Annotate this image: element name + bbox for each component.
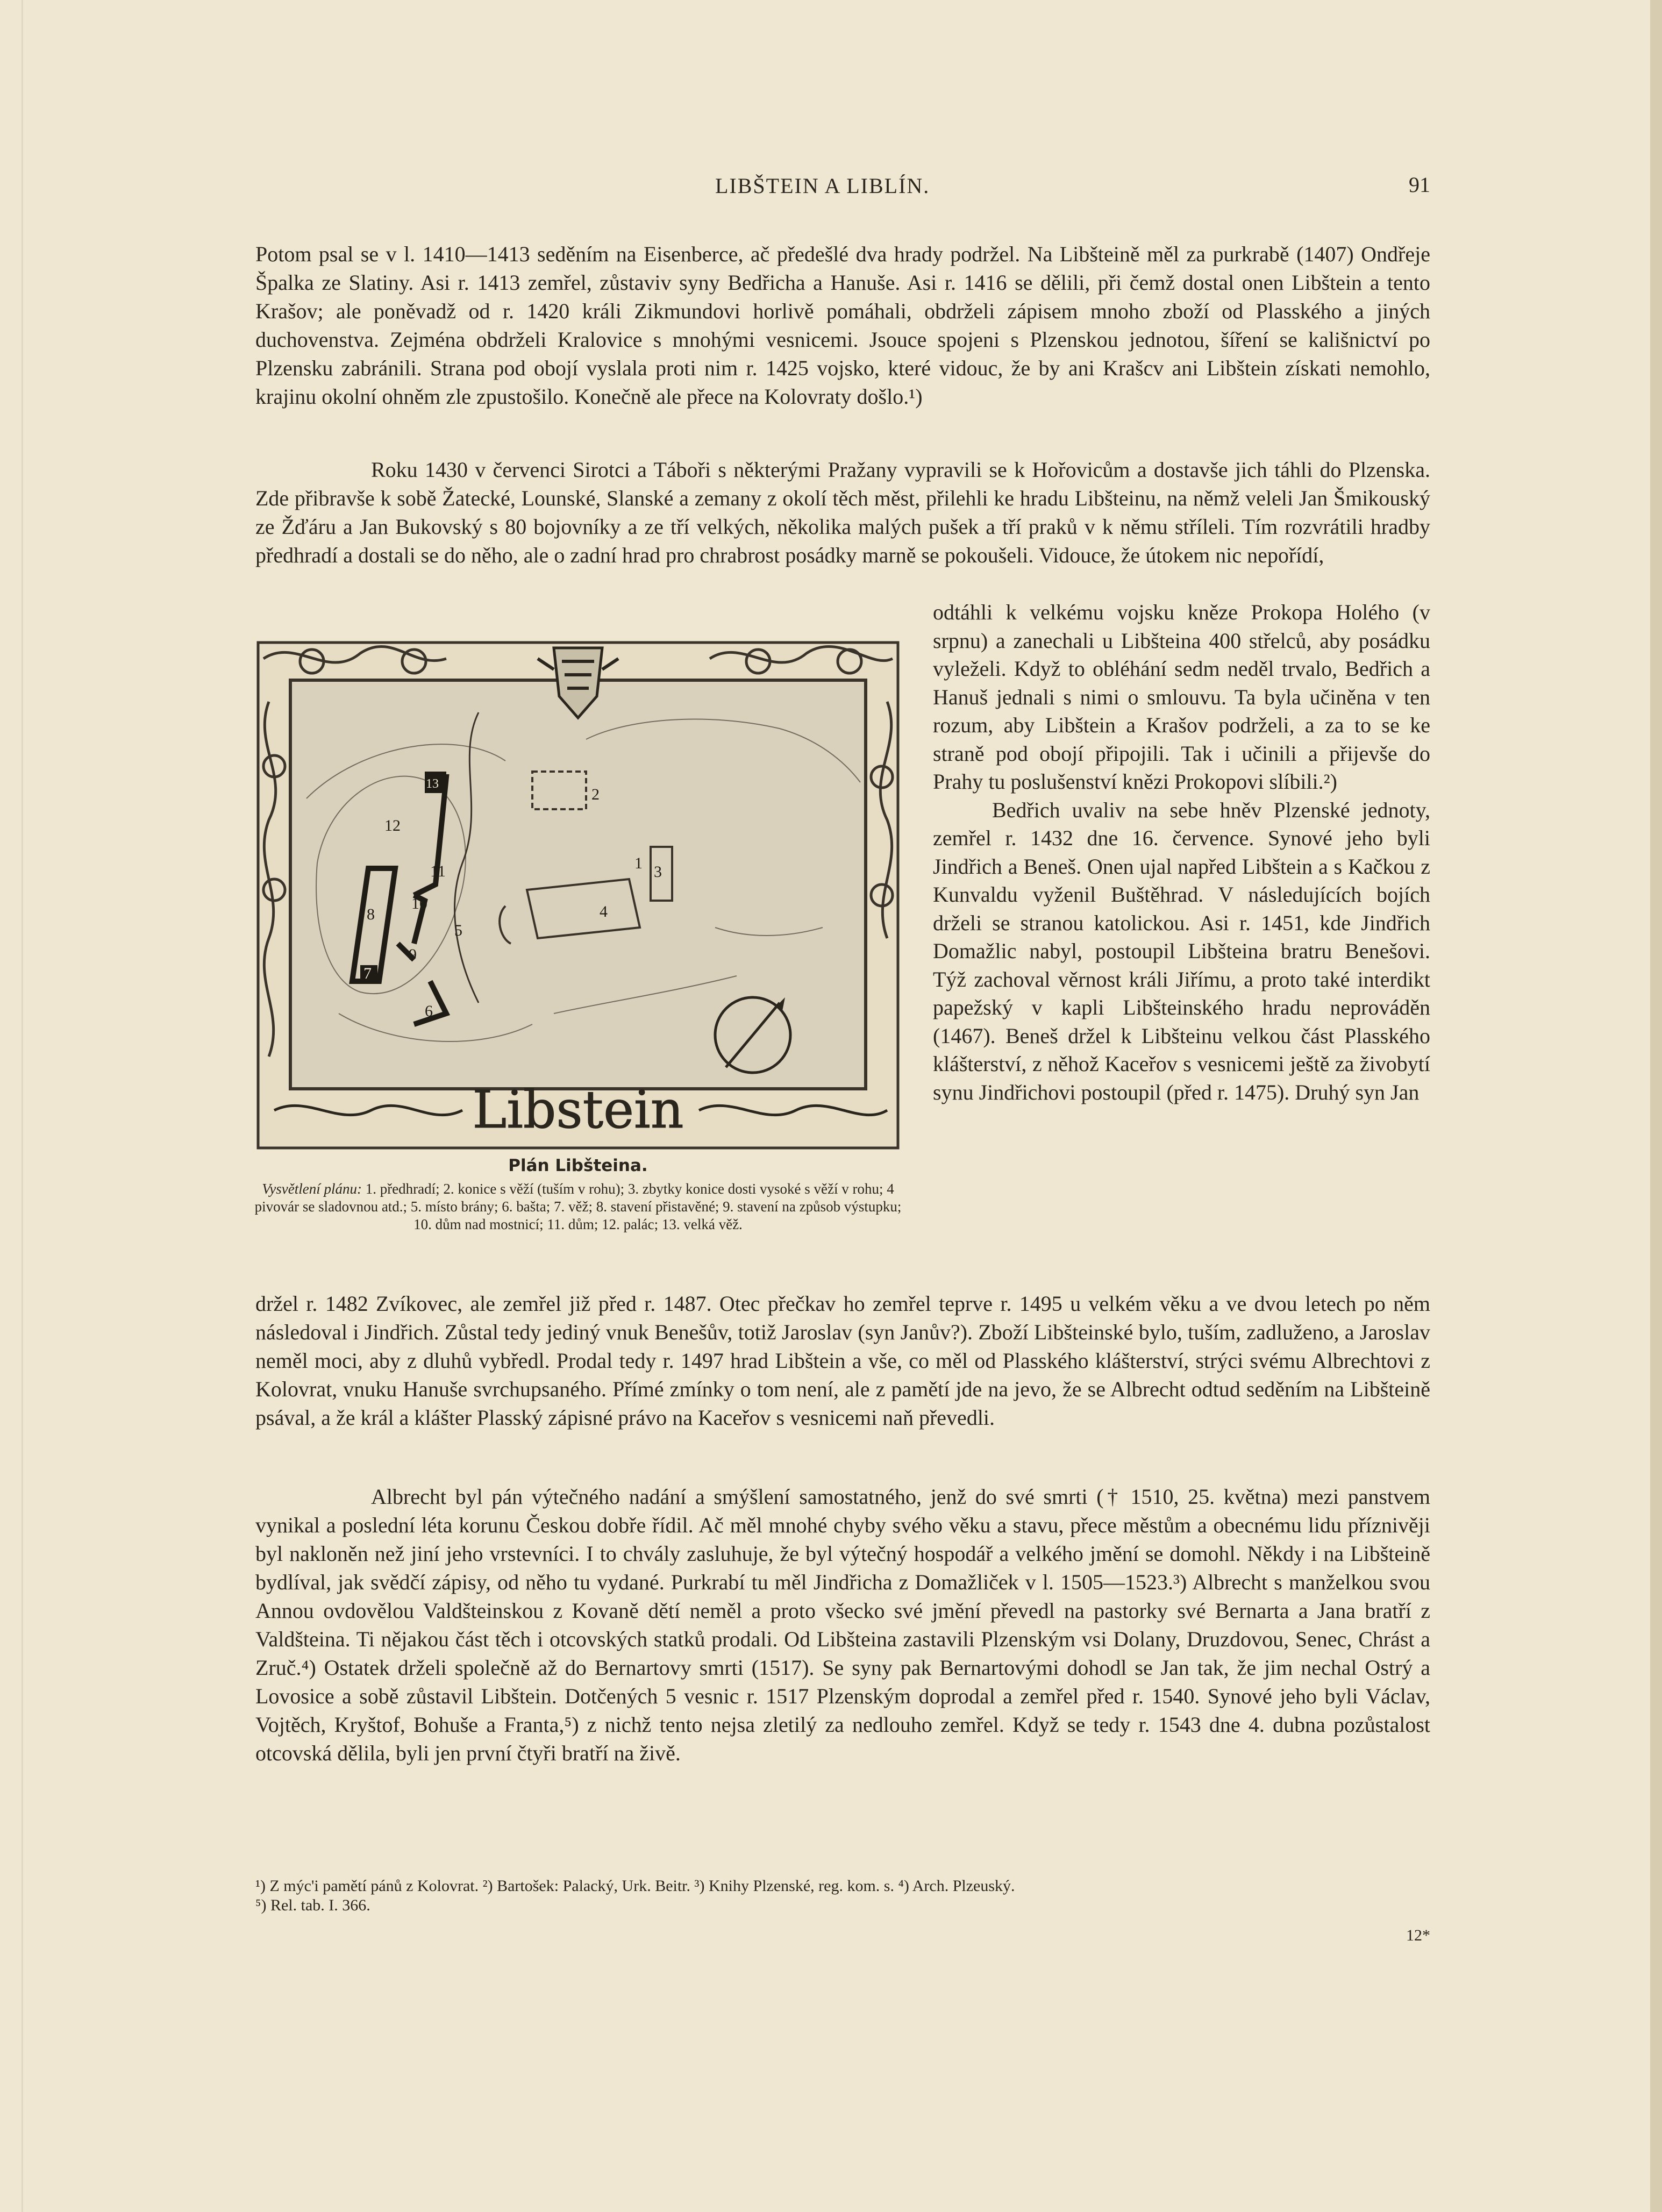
castle-plan-figure — [253, 637, 903, 1175]
figure-legend-lead: Vysvětlení plánu: — [262, 1181, 362, 1197]
footnotes — [255, 1876, 1430, 1915]
castle-plan-illustration — [253, 637, 903, 1153]
page-fold — [22, 0, 23, 2212]
plan-label-4: 4 — [600, 903, 608, 921]
plan-label-9: 9 — [409, 946, 417, 964]
signature-mark: 12* — [1406, 1926, 1430, 1944]
paragraph-2: Roku 1430 v červenci Sirotci a Táboři s některými Pražany vypravili se k Hořovicům a dostavše jich táhli do Plzenska. Zde přibravše k sobě Žatecké, Lounské, Slanské a zemany z okolí těch měst, přilehli ke hradu Libšteinu, na němž veleli Jan Šmikouský ze Žďáru a Jan Bukovský s 80 bojovníky a ze tří velkých, několika malých pušek a tří praků v k němu stříleli. Tím rozvrátili hradby předhradí a dostali se do něho, ale o zadní hrad pro chrabrost posádky marně se pokoušeli. Vidouce, že útokem nic nepořídí, — [255, 458, 1430, 567]
paragraph-1: Potom psal se v l. 1410—1413 seděním na Eisenberce, ač předešlé dva hrady podržel. Na Libšteině měl za purkrabě (1407) Ondřeje Špalka ze Slatiny. Asi r. 1413 zemřel, zůstaviv syny Bedřicha a Hanuše. Asi r. 1416 se dělili, při čemž dostal onen Libštein a tento Krašov; ale poněvadž od r. 1420 králi Zikmundovi horlivě pomáhali, obdrželi zápisem mnoho zboží od Plasského a jiných duchovenstva. Zejména obdrželi Kralovice s mnohými vesnicemi. Jsouce spojeni s Plzenskou jednotou, šíření se kališnictví po Plzensku zabránili. Strana pod obojí vyslala proti nim r. 1425 vojsko, které vidouc, že by ani Krašcv ani Libštein získati nemohlo, krajinu okolní ohněm zle zpustošilo. Konečně ale přece na Kolovraty došlo.¹) — [255, 242, 1430, 409]
page-edge — [1650, 0, 1662, 2212]
plan-label-3: 3 — [654, 863, 662, 881]
plan-label-7: 7 — [363, 965, 372, 982]
plan-label-11: 11 — [430, 862, 446, 880]
figure-legend — [253, 1180, 903, 1233]
running-title: LIBŠTEIN A LIBLÍN. — [715, 174, 930, 198]
banner-title: Libstein — [472, 1080, 684, 1140]
plan-label-12: 12 — [384, 817, 401, 834]
paragraph-2-continuation: odtáhli k velkému vojsku kněze Prokopa Holého (v srpnu) a zanechali u Libšteina 400 střelců, aby posádku vyleželi. Když to obléhání sedm neděl trvalo, Bedřich a Hanuš jednali s nimi o smlouvu. Ta byla učiněna v ten rozum, aby Libštein a Krašov podrželi, a za to se ke straně pod obojí připojili. Tak i učinili a přijevše do Prahy tu poslušenství knězi Prokopovi slíbili.²) — [933, 600, 1430, 794]
page-number: 91 — [1409, 173, 1430, 197]
plan-label-2: 2 — [591, 786, 600, 803]
figure-legend-text: 1. předhradí; 2. konice s věží (tuším v rohu); 3. zbytky konice dosti vysoké s věží v rohu; 4 pivovár se sladovnou atd.; 5. místo brány; 6. bašta; 7. věž; 8. stavení přistavěné; 9. stavení na způsob výstupku; 10. dům nad mostnicí; 11. dům; 12. palác; 13. velká věž. — [254, 1181, 902, 1232]
plan-label-1: 1 — [634, 854, 643, 872]
plan-label-6: 6 — [425, 1002, 433, 1020]
footnote-line-1: ¹) Z mýc'i pamětí pánů z Kolovrat. ²) Bartošek: Palacký, Urk. Beitr. ³) Knihy Plzenské, reg. kom. s. ⁴) Arch. Plzeuský. — [255, 1877, 1015, 1895]
plan-label-8: 8 — [367, 905, 375, 923]
figure-caption-title: Plán Libšteina. — [508, 1156, 648, 1175]
paragraph-4: držel r. 1482 Zvíkovec, ale zemřel již před r. 1487. Otec přečkav ho zemřel teprve r. 1495 u velkém věku a ve dvou letech po něm následoval i Jindřich. Zůstal tedy jediný vnuk Benešův, totiž Jaroslav (syn Janův?). Zboží Libšteinské bylo, tuším, zadluženo, a Jaroslav neměl moci, aby z dluhů vybředl. Prodal tedy r. 1497 hrad Libštein a vše, co měl od Plasského klášterství, strýci svému Albrechtovi z Kolovrat, vnuku Hanuše svrchupsaného. Přímé zmínky o tom není, ale z pamětí jde na jevo, že se Albrecht odtud seděním na Libšteině psával, a že král a klášter Plasský zápisné právo na Kaceřov s vesnicemi naň převedli. — [255, 1291, 1430, 1430]
plan-label-10: 10 — [411, 895, 427, 912]
paragraph-3: Bedřich uvaliv na sebe hněv Plzenské jednoty, zemřel r. 1432 dne 16. července. Synové jeho byli Jindřich a Beneš. Onen ujal napřed Libštein a s Kačkou z Kunvaldu vyženil Buštěhrad. V následujících bojích drželi se stranou katolickou. Asi r. 1451, kde Jindřich Domažlic nabyl, postoupil Libšteina bratru Benešovi. Týž zachoval věrnost králi Jiřímu, a proto také interdikt papežský v kapli Libšteinského hradu neprováděn (1467). Beneš držel k Libšteinu velkou část Plasského klášterství, z něhož Kaceřov s vesnicemi ještě za živobytí synu Jindřichovi postoupil (před r. 1475). Druhý syn Jan — [933, 797, 1430, 1104]
right-column-text — [933, 598, 1430, 1107]
page-header — [247, 168, 1430, 211]
plan-label-5: 5 — [454, 922, 462, 939]
footnote-line-2: ⁵) Rel. tab. I. 366. — [255, 1896, 370, 1914]
plan-label-13: 13 — [426, 777, 439, 791]
paragraph-5: Albrecht byl pán výtečného nadání a smýšlení samostatného, jenž do své smrti († 1510, 25. května) mezi panstvem vynikal a poslední léta korunu Českou dobře řídil. Ač měl mnohé chyby svého věku a stavu, přece městům a obecnému lidu příznivěji byl nakloněn než jiní jeho vrstevníci. I to chvály zasluhuje, že byl výtečný hospodář a velkého jmění se domohl. Někdy i na Libšteině bydlíval, jak svědčí zápisy, od něho tu vydané. Purkrabí tu měl Jindřicha z Domažliček v l. 1505—1523.³) Albrecht s manželkou svou Annou ovdovělou Valdšteinskou z Kovaně dětí neměl a proto všecko své jmění převedl na pastorky své Bernarta a Jana bratří z Valdšteina. Ti nějakou část těch i otcovských statků prodali. Od Libšteina zastavili Plzenským vsi Dolany, Druzdovou, Senec, Chrást a Zruč.⁴) Ostatek drželi společně až do Bernartovy smrti (1517). Se syny pak Bernartovými dohodl se Jan tak, že jim nechal Ostrý a Lovosice a sobě zůstavil Libštein. Dotčených 5 vesnic r. 1517 Plzenským doprodal a zemřel před r. 1540. Synové jeho byli Václav, Vojtěch, Kryštof, Bohuše a Franta,⁵) z nichž tento nejsa zletilý za nedlouho zemřel. Když se tedy r. 1543 dne 4. dubna pozůstalost otcovská dělila, byli jen první čtyři bratří na živě. — [255, 1485, 1430, 1765]
